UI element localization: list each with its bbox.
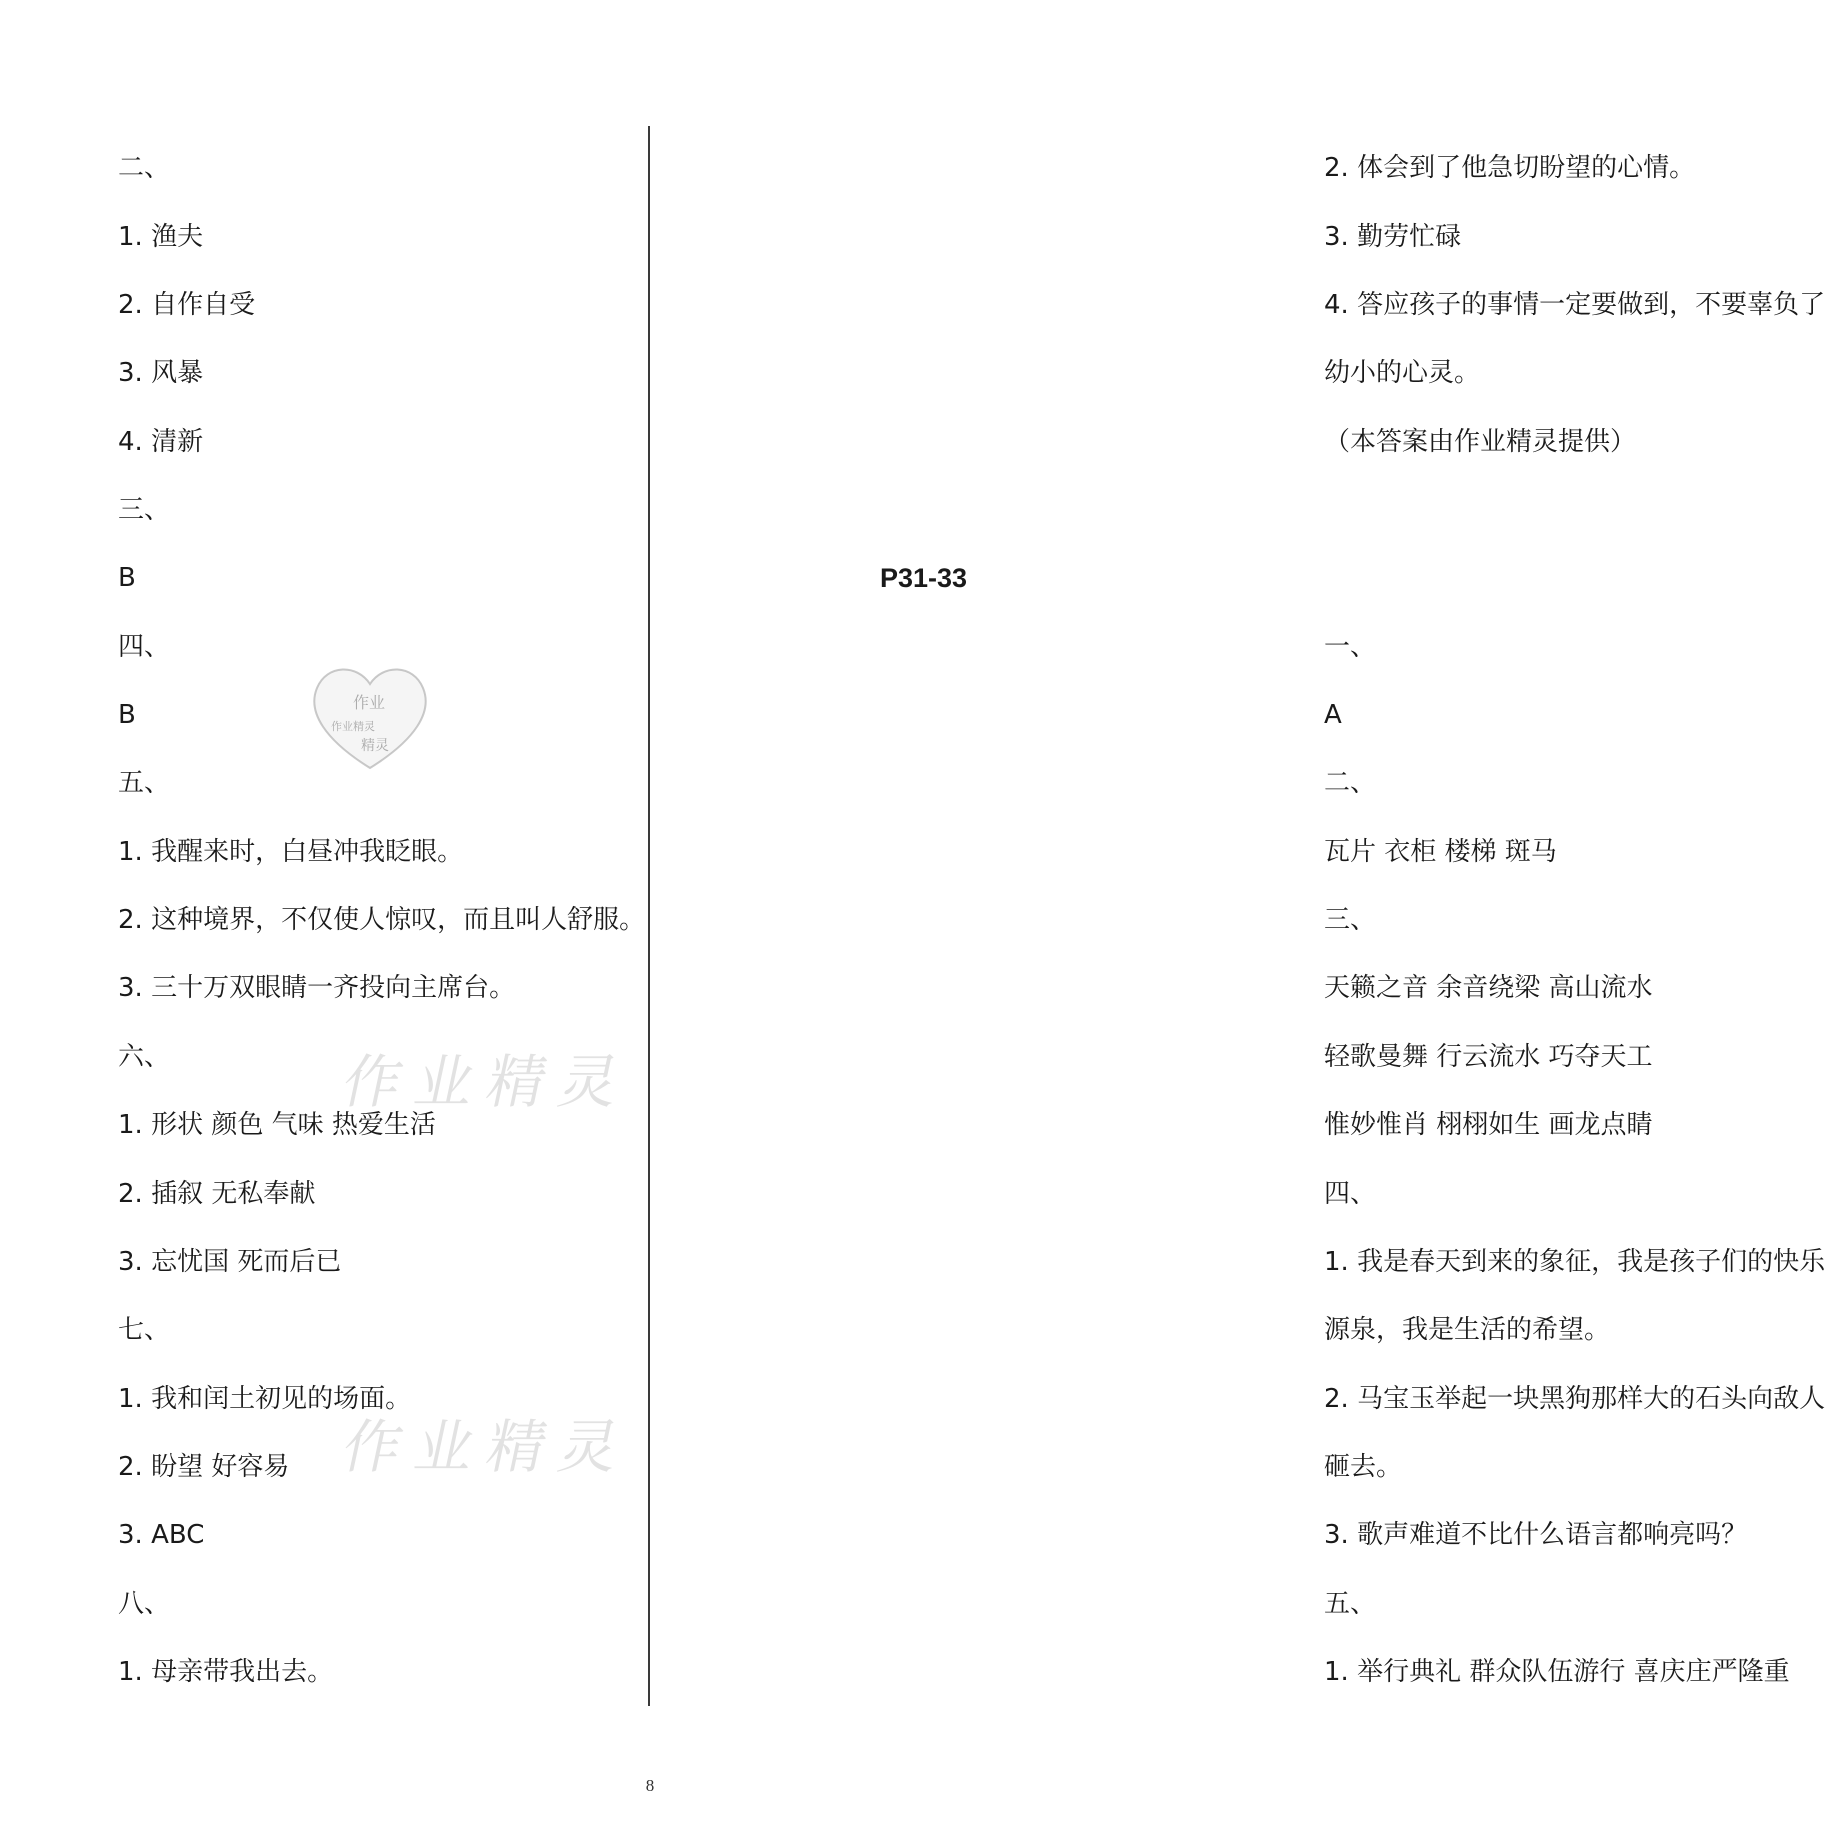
answer-line: 3. 三十万双眼睛一齐投向主席台。 xyxy=(118,973,516,1003)
answer-line: 3. 风暴 xyxy=(118,358,204,388)
answer-line: 五、 xyxy=(118,768,171,798)
answer-line: 瓦片 衣柜 楼梯 斑马 xyxy=(1324,837,1557,867)
answer-line: 三、 xyxy=(118,495,171,525)
stamp-text: 精灵 xyxy=(361,738,389,754)
answer-line: 轻歌曼舞 行云流水 巧夺天工 xyxy=(1324,1042,1653,1072)
answer-line: 1. 举行典礼 群众队伍游行 喜庆庄严隆重 xyxy=(1324,1657,1790,1687)
answer-line: 3. ABC xyxy=(118,1520,205,1550)
watermark-text: 作业精灵 xyxy=(336,1413,640,1481)
answer-line: 六、 xyxy=(118,1042,171,1072)
answer-line: 天籁之音 余音绕梁 高山流水 xyxy=(1324,973,1653,1003)
answer-line: 四、 xyxy=(118,632,171,662)
answer-line: 二、 xyxy=(1324,768,1377,798)
answer-line: 1. 母亲带我出去。 xyxy=(118,1657,334,1687)
answer-line: 1. 形状 颜色 气味 热爱生活 xyxy=(118,1110,436,1140)
stamp-text: 作业 xyxy=(353,693,386,712)
answer-line: 2. 这种境界，不仅使人惊叹，而且叫人舒服。 xyxy=(118,905,646,935)
answer-line: B xyxy=(118,700,136,730)
answer-line: 幼小的心灵。 xyxy=(1324,358,1481,388)
answer-line: 1. 我是春天到来的象征，我是孩子们的快乐 xyxy=(1324,1247,1825,1277)
answer-line: 七、 xyxy=(118,1315,171,1345)
answer-line: 四、 xyxy=(1324,1179,1377,1209)
stamp-text: 作业精灵 xyxy=(331,720,375,733)
page-number: 8 xyxy=(645,1776,655,1795)
answer-line: 二、 xyxy=(118,153,171,183)
answer-line: A xyxy=(1324,700,1342,730)
answer-line: 一、 xyxy=(1324,632,1377,662)
answer-line: 4. 清新 xyxy=(118,427,204,457)
answer-line: 2. 马宝玉举起一块黑狗那样大的石头向敌人 xyxy=(1324,1384,1825,1414)
answer-line: 3. 歌声难道不比什么语言都响亮吗？ xyxy=(1324,1520,1748,1550)
answer-line: B xyxy=(118,563,136,593)
answer-line: 1. 渔夫 xyxy=(118,222,204,252)
answer-line: 砸去。 xyxy=(1324,1452,1403,1482)
answer-line: 2. 盼望 好容易 xyxy=(118,1452,290,1482)
credit-line: （本答案由作业精灵提供） xyxy=(1324,427,1637,457)
answer-line: 五、 xyxy=(1324,1589,1377,1619)
answer-line: 3. 忘忧国 死而后已 xyxy=(118,1247,342,1277)
watermark-stamp-icon xyxy=(305,650,435,780)
answer-line: 4. 答应孩子的事情一定要做到，不要辜负了 xyxy=(1324,290,1825,320)
answer-line: 2. 插叙 无私奉献 xyxy=(118,1179,316,1209)
answer-line: 3. 勤劳忙碌 xyxy=(1324,222,1462,252)
answer-line: 1. 我醒来时，白昼冲我眨眼。 xyxy=(118,837,464,867)
answer-line: 源泉，我是生活的希望。 xyxy=(1324,1315,1611,1345)
answer-line: 惟妙惟肖 栩栩如生 画龙点睛 xyxy=(1324,1110,1653,1140)
column-divider xyxy=(648,126,650,1706)
answer-line: 2. 自作自受 xyxy=(118,290,256,320)
answer-line: 2. 体会到了他急切盼望的心情。 xyxy=(1324,153,1696,183)
watermark-text: 作业精灵 xyxy=(336,1048,640,1116)
answer-line: 八、 xyxy=(118,1589,171,1619)
answer-line: 三、 xyxy=(1324,905,1377,935)
section-heading: P31-33 xyxy=(880,563,968,593)
answer-line: 1. 我和闰土初见的场面。 xyxy=(118,1384,412,1414)
